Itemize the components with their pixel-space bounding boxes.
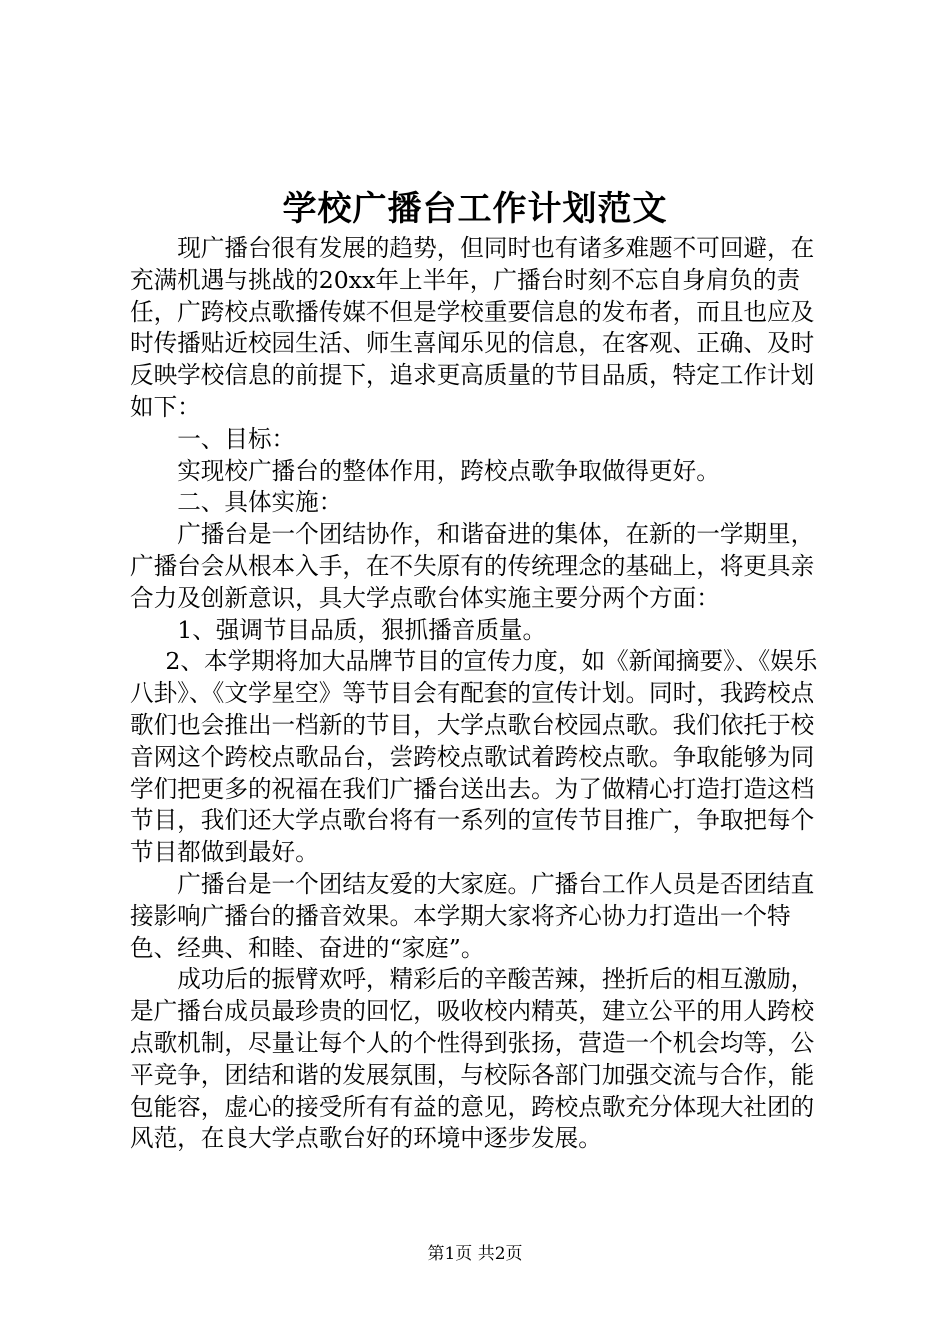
paragraph-implementation: 广播台是一个团结协作，和谐奋进的集体，在新的一学期里，广播台会从根本入手，在不失原有的传统理念的基础上，将更具亲合力及创新意识，具大学点歌台体实施主要分两个方面： <box>130 520 815 612</box>
paragraph-conclusion: 成功后的振臂欢呼，精彩后的辛酸苦辣，挫折后的相互激励，是广播台成员最珍贵的回忆，吸收校内精英，建立公平的用人跨校点歌机制，尽量让每个人的个性得到张扬，营造一个机会均等，公平竞争，团结和谐的发展氛围，与校际各部门加强交流与合作，能包能容，虚心的接受所有有益的意见，跨校点歌充分体现大社团的风范，在良大学点歌台好的环境中逐步发展。 <box>130 965 815 1153</box>
list-item-2: 2、本学期将加大品牌节目的宣传力度，如《新闻摘要》、《娱乐八卦》、《文学星空》等节目会有配套的宣传计划。同时，我跨校点歌们也会推出一档新的节目，大学点歌台校园点歌。我们依托于校音网这个跨校点歌品台，尝跨校点歌试着跨校点歌。争取能够为同学们把更多的祝福在我们广播台送出去。为了做精心打造打造这档节目，我们还大学点歌台将有一系列的宣传节目推广，争取把每个节目都做到最好。 <box>130 647 818 867</box>
document-body <box>130 233 830 1155</box>
heading-goal: 一、目标： <box>177 424 296 453</box>
list-item-1: 1、强调节目品质，狠抓播音质量。 <box>177 615 547 644</box>
paragraph-goal: 实现校广播台的整体作用，跨校点歌争取做得更好。 <box>177 456 720 485</box>
document-title: 学校广播台工作计划范文 <box>282 189 668 229</box>
heading-implementation: 二、具体实施： <box>177 488 343 517</box>
paragraph-intro: 现广播台很有发展的趋势，但同时也有诸多难题不可回避，在充满机遇与挑战的20xx年上半年，广播台时刻不忘自身肩负的责任，广跨校点歌播传媒不但是学校重要信息的发布者，而且也应及时传播贴近校园生活、师生喜闻乐见的信息，在客观、正确、及时反映学校信息的前提下，追求更高质量的节目品质，特定工作计划如下： <box>130 234 815 421</box>
paragraph-family: 广播台是一个团结友爱的大家庭。广播台工作人员是否团结直接影响广播台的播音效果。本学期大家将齐心协力打造出一个特色、经典、和睦、奋进的“家庭”。 <box>130 869 815 962</box>
page-footer: 第1页 共2页 <box>427 1244 523 1264</box>
